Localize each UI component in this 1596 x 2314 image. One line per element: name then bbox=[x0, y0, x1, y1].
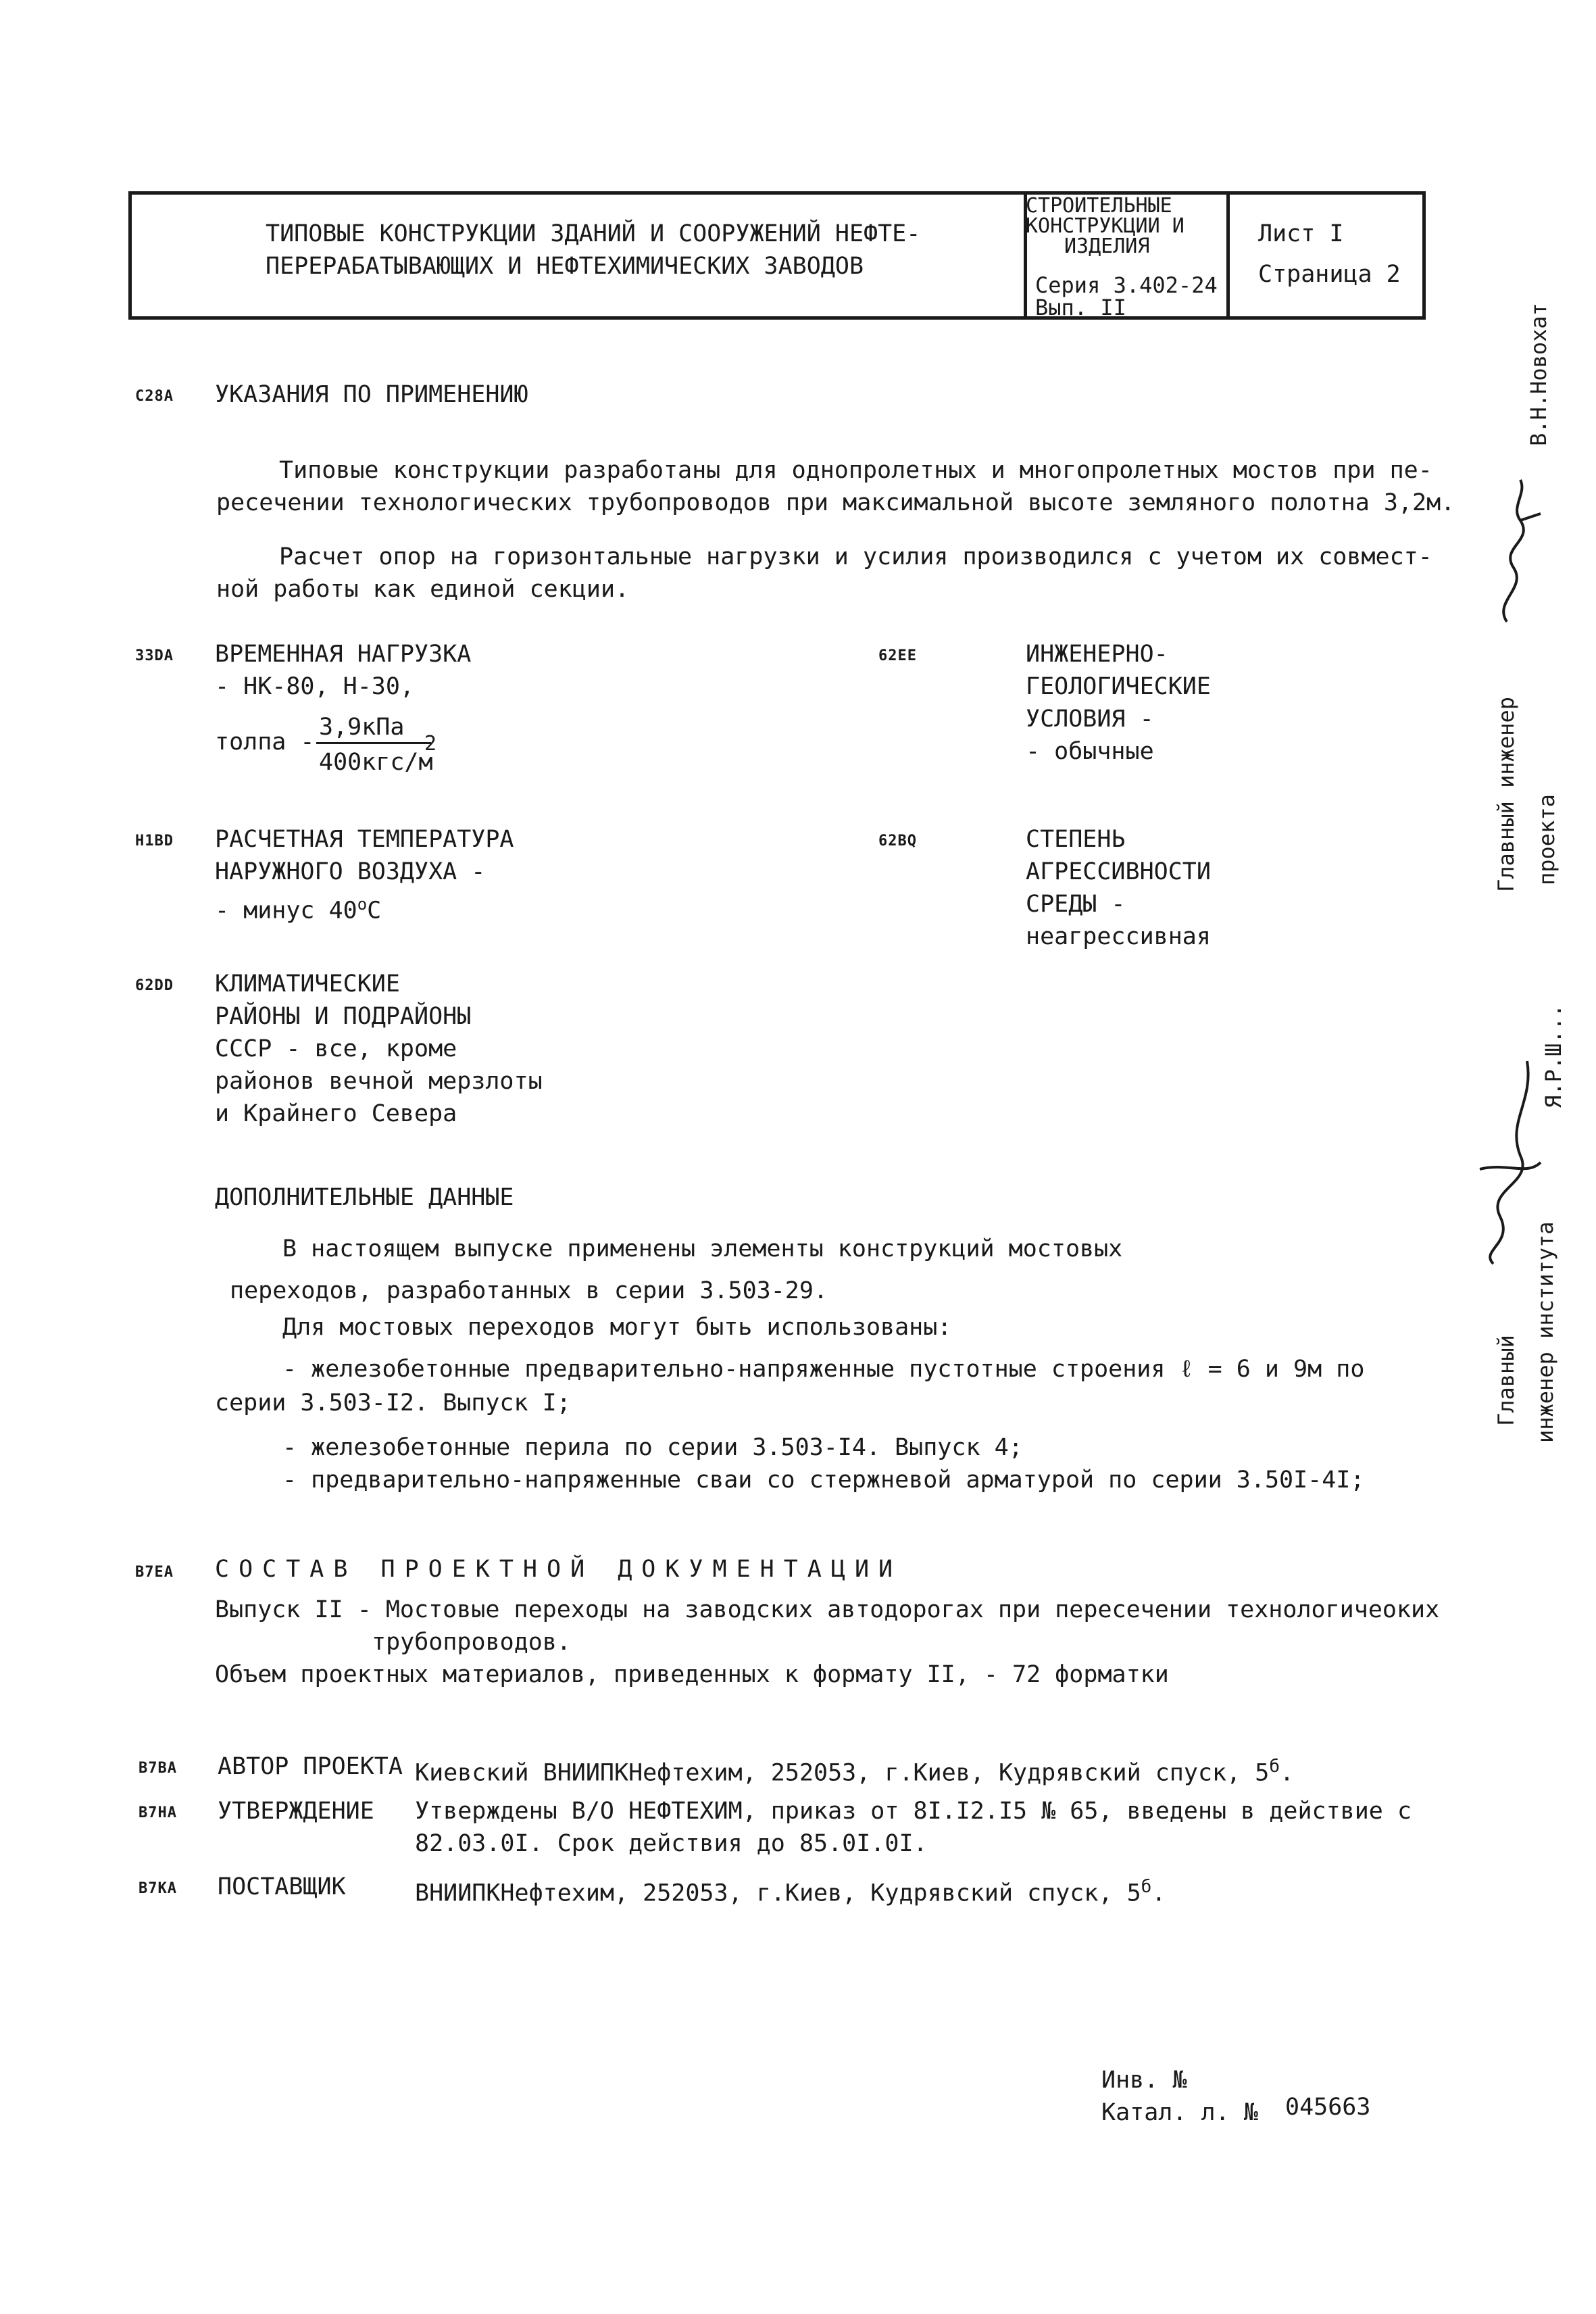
approval-line: 82.03.0I. Срок действия до 85.0I.0I. bbox=[415, 1830, 928, 1857]
temperature-value bbox=[215, 888, 381, 927]
section-heading: УКАЗАНИЯ ПО ПРИМЕНЕНИЮ bbox=[215, 381, 528, 408]
additional-heading: ДОПОЛНИТЕЛЬНЫЕ ДАННЫЕ bbox=[215, 1184, 514, 1211]
superscript: б bbox=[1141, 1877, 1152, 1897]
category-line3: ИЗДЕЛИЯ bbox=[1064, 235, 1150, 258]
title-block-divider bbox=[1226, 195, 1230, 316]
category-line2: КОНСТРУКЦИИ И bbox=[1026, 214, 1184, 238]
supplier-address: ВНИИПКНефтехим, 252053, г.Киев, Кудрявский спуск, 5 bbox=[415, 1879, 1141, 1907]
section-code: 62DD bbox=[135, 977, 174, 994]
paragraph-line: Расчет опор на горизонтальные нагрузки и усилия производился с учетом их совмест- bbox=[279, 543, 1432, 570]
section-code: C28A bbox=[135, 388, 174, 405]
section-code: B7HA bbox=[139, 1804, 177, 1821]
supplier-value bbox=[415, 1871, 1166, 1910]
additional-line: переходов, разработанных в серии 3.503-29. bbox=[230, 1277, 828, 1304]
additional-line: - железобетонные предварительно-напряженные пустотные строения ℓ = 6 и 9м по bbox=[282, 1356, 1365, 1383]
degree-sign: o bbox=[357, 895, 368, 914]
composition-line: Объем проектных материалов, приведенных к формату II, - 72 форматки bbox=[215, 1661, 1169, 1688]
section-code: 62EE bbox=[878, 647, 917, 664]
paragraph-line: ной работы как единой секции. bbox=[216, 576, 630, 603]
temperature-line: НАРУЖНОГО ВОЗДУХА - bbox=[215, 858, 486, 885]
period: . bbox=[1151, 1879, 1166, 1907]
author-label: АВТОР ПРОЕКТА bbox=[218, 1753, 403, 1780]
temperature-line: РАСЧЕТНАЯ ТЕМПЕРАТУРА bbox=[215, 826, 514, 853]
author-value bbox=[415, 1750, 1294, 1790]
composition-line: трубопроводов. bbox=[372, 1629, 572, 1656]
additional-line: Для мостовых переходов могут быть использованы: bbox=[282, 1314, 952, 1341]
approval-label: УТВЕРЖДЕНИЕ bbox=[218, 1798, 374, 1825]
additional-line: - предварительно-напряженные сваи со стержневой арматурой по серии 3.50I-4I; bbox=[282, 1467, 1365, 1494]
section-code: B7KA bbox=[139, 1880, 177, 1897]
period: . bbox=[1279, 1759, 1295, 1787]
aggressiveness-line: АГРЕССИВНОСТИ bbox=[1026, 858, 1211, 885]
chief-engineer-name: В.Н.Новохат bbox=[1526, 303, 1551, 446]
climate-line: районов вечной мерзлоты bbox=[215, 1068, 543, 1095]
additional-line: серии 3.503-I2. Выпуск I; bbox=[215, 1389, 571, 1417]
paragraph-line: Типовые конструкции разработаны для однопролетных и многопролетных мостов при пе- bbox=[279, 457, 1432, 484]
page-number: Страница 2 bbox=[1258, 261, 1401, 288]
section-code: Н1ВD bbox=[135, 833, 174, 850]
temperature-unit: С bbox=[367, 897, 382, 925]
institute-engineer-name: Я.Р.Ш... bbox=[1541, 1004, 1566, 1108]
chief-engineer-role: проекта bbox=[1534, 794, 1560, 885]
inventory-number-label: Инв. № bbox=[1101, 2067, 1187, 2094]
temperature-number: - минус 40 bbox=[215, 897, 357, 925]
sheet-number: Лист I bbox=[1258, 220, 1344, 247]
issue-number: Вып. II bbox=[1035, 295, 1126, 320]
aggressiveness-value: неагрессивная bbox=[1026, 923, 1211, 950]
geology-line: УСЛОВИЯ - bbox=[1026, 706, 1154, 733]
additional-line: В настоящем выпуске применены элементы конструкций мостовых bbox=[282, 1235, 1123, 1262]
climate-line: РАЙОНЫ И ПОДРАЙОНЫ bbox=[215, 1003, 472, 1030]
climate-line: и Крайнего Севера bbox=[215, 1100, 457, 1127]
aggressiveness-line: СТЕПЕНЬ bbox=[1026, 826, 1126, 853]
fraction-bar bbox=[316, 742, 431, 744]
supplier-label: ПОСТАВЩИК bbox=[218, 1873, 346, 1900]
signature bbox=[1480, 466, 1554, 635]
chief-engineer-role: Главный инженер bbox=[1493, 697, 1519, 892]
load-heading: ВРЕМЕННАЯ НАГРУЗКА bbox=[215, 641, 472, 668]
document-title-line1: ТИПОВЫЕ КОНСТРУКЦИИ ЗДАНИЙ И СООРУЖЕНИЙ НЕФТЕ- bbox=[266, 220, 921, 247]
crowd-denominator: 400кгс/м bbox=[319, 749, 433, 776]
composition-heading: СОСТАВ ПРОЕКТНОЙ ДОКУМЕНТАЦИИ bbox=[215, 1556, 903, 1583]
catalog-label: Катал. л. № bbox=[1101, 2099, 1258, 2126]
author-address: Киевский ВНИИПКНефтехим, 252053, г.Киев, Кудрявский спуск, 5 bbox=[415, 1759, 1270, 1787]
superscript: б bbox=[1269, 1756, 1280, 1777]
section-code: B7BA bbox=[139, 1760, 177, 1777]
climate-line: СССР - все, кроме bbox=[215, 1035, 457, 1062]
crowd-numerator: 3,9кПа bbox=[319, 714, 405, 741]
geology-line: ИНЖЕНЕРНО- bbox=[1026, 641, 1168, 668]
climate-line: КЛИМАТИЧЕСКИЕ bbox=[215, 970, 400, 998]
composition-line: Выпуск II - Мостовые переходы на заводских автодорогах при пересечении технологичеоких bbox=[215, 1596, 1440, 1623]
category-line1: СТРОИТЕЛЬНЫЕ bbox=[1026, 194, 1172, 218]
document-title-line2: ПЕРЕРАБАТЫВАЮЩИХ И НЕФТЕХИМИЧЕСКИХ ЗАВОДОВ bbox=[266, 253, 864, 280]
additional-line: - железобетонные перила по серии 3.503-I4. Выпуск 4; bbox=[282, 1434, 1023, 1461]
section-code: 33DA bbox=[135, 647, 174, 664]
crowd-label: толпа - bbox=[215, 729, 315, 756]
geology-value: - обычные bbox=[1026, 738, 1154, 765]
series-number: Серия 3.402-24 bbox=[1035, 272, 1218, 298]
approval-line: Утверждены В/О НЕФТЕХИМ, приказ от 8I.I2.I5 № 65, введены в действие с bbox=[415, 1798, 1412, 1825]
paragraph-line: ресечении технологических трубопроводов при максимальной высоте земляного полотна 3,2м. bbox=[216, 489, 1455, 516]
crowd-exponent: 2 bbox=[424, 732, 437, 756]
institute-engineer-role: инженер института bbox=[1532, 1221, 1558, 1443]
geology-line: ГЕОЛОГИЧЕСКИЕ bbox=[1026, 673, 1211, 700]
section-code: B7EA bbox=[135, 1564, 174, 1581]
load-types: - НК-80, Н-30, bbox=[215, 673, 415, 700]
signature bbox=[1466, 1048, 1554, 1271]
aggressiveness-line: СРЕДЫ - bbox=[1026, 891, 1126, 918]
section-code: 62BQ bbox=[878, 833, 917, 850]
institute-engineer-role: Главный bbox=[1493, 1335, 1519, 1426]
catalog-number: 045663 bbox=[1285, 2094, 1371, 2121]
